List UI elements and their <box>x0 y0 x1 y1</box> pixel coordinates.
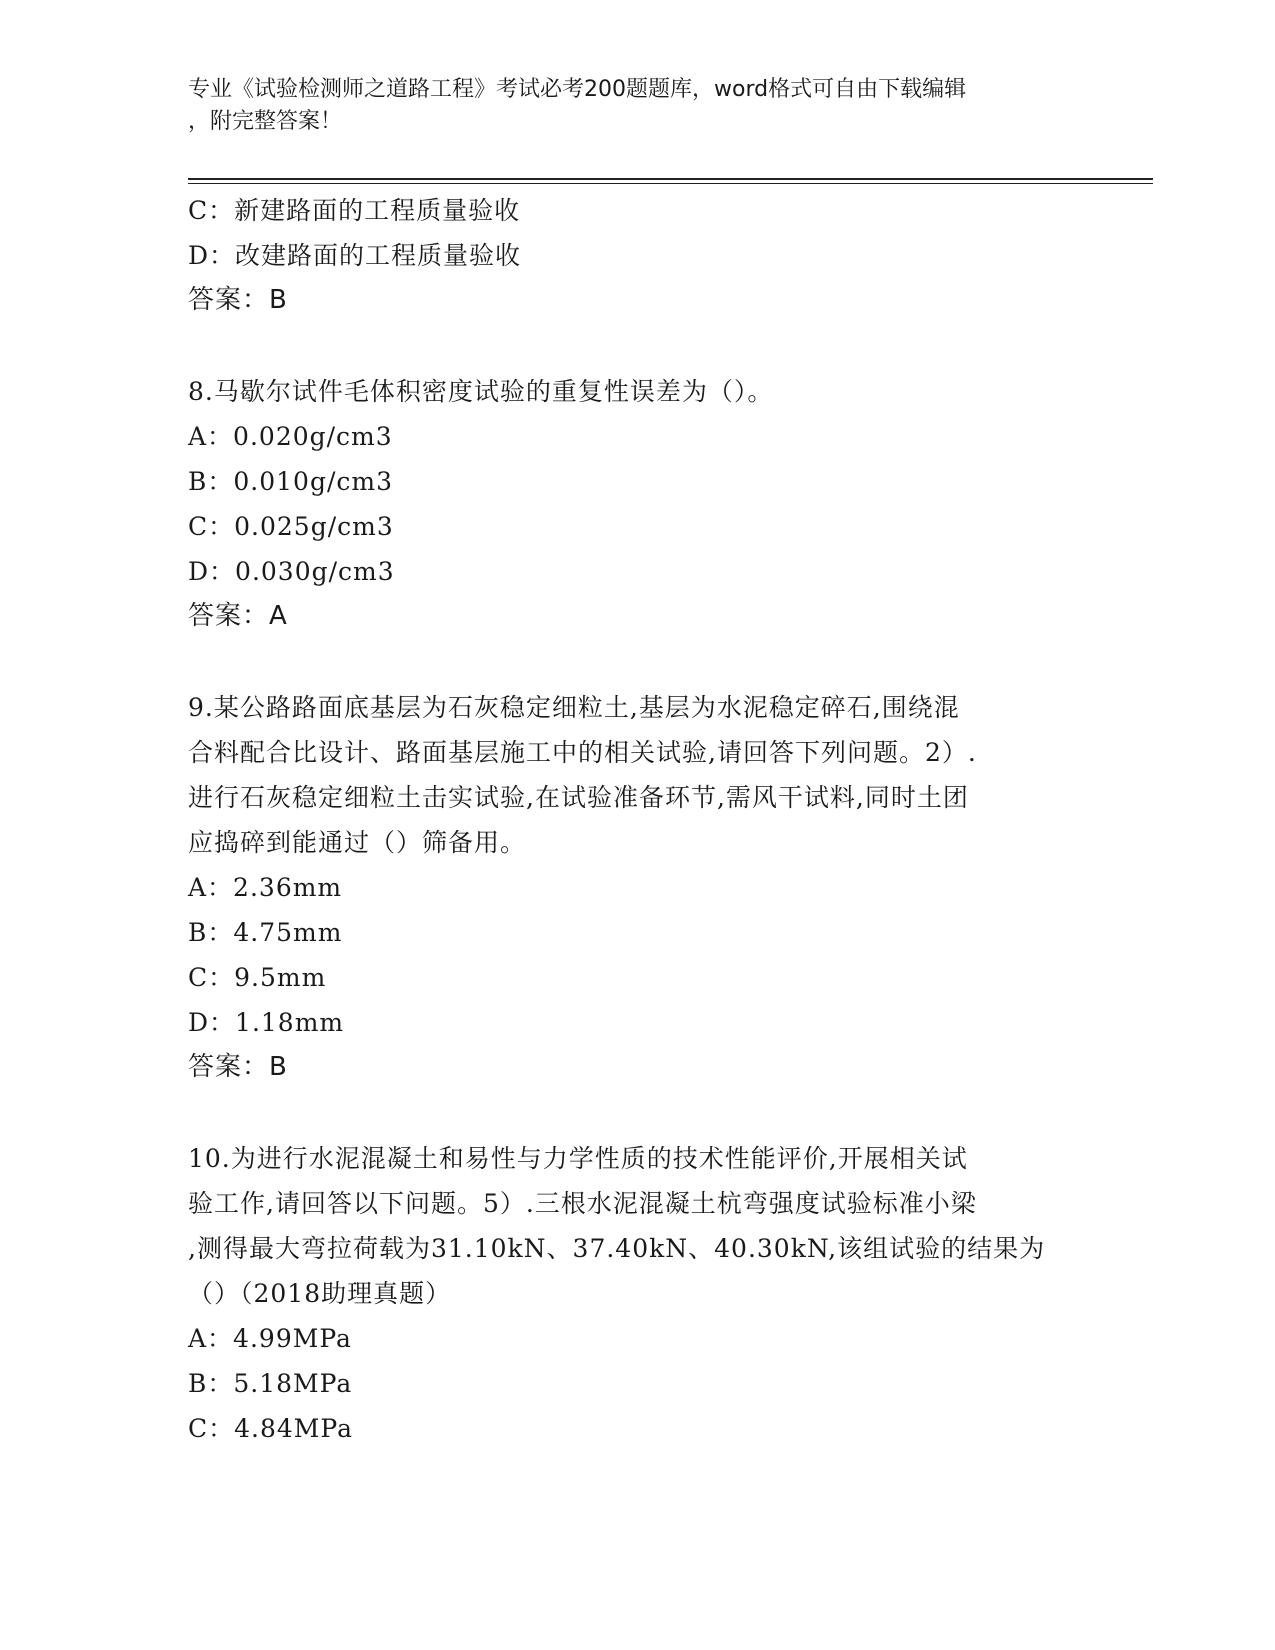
q9-option-d: D：1.18mm <box>188 1008 345 1037</box>
q10-option-c: C：4.84MPa <box>188 1414 353 1443</box>
question-9 <box>188 685 1088 1090</box>
spacer <box>188 639 1088 685</box>
header-title-line-2: ，附完整答案！ <box>188 109 343 134</box>
q10-option-a: A：4.99MPa <box>188 1324 352 1353</box>
header-title-line-1: 专业《试验检测师之道路工程》考试必考200题题库，word格式可自由下载编辑 <box>188 77 967 102</box>
q9-option-b: B：4.75mm <box>188 918 343 947</box>
question-7 <box>188 188 1088 323</box>
q7-answer: 答案：B <box>188 285 288 315</box>
header-divider-thin <box>188 183 1153 184</box>
question-10 <box>188 1136 1088 1451</box>
q8-answer: 答案：A <box>188 601 288 631</box>
q8-option-b: B：0.010g/cm3 <box>188 467 393 496</box>
q7-option-c: C：新建路面的工程质量验收 <box>188 196 521 225</box>
question-content <box>188 188 1088 1451</box>
q10-stem-line: （）（2018助理真题） <box>188 1279 452 1308</box>
q8-option-a: A：0.020g/cm3 <box>188 422 393 451</box>
q8-stem: 8.马歇尔试件毛体积密度试验的重复性误差为（）。 <box>188 377 774 406</box>
q9-option-c: C：9.5mm <box>188 963 327 992</box>
q10-option-b: B：5.18MPa <box>188 1369 353 1398</box>
page-header <box>188 74 1088 138</box>
q10-stem-line: 验工作,请回答以下问题。5）.三根水泥混凝土杭弯强度试验标准小梁 <box>188 1189 977 1218</box>
q10-stem-line: ,测得最大弯拉荷载为31.10kN、37.40kN、40.30kN,该组试验的结果为 <box>188 1234 1046 1263</box>
spacer <box>188 1090 1088 1136</box>
q8-option-c: C：0.025g/cm3 <box>188 512 394 541</box>
q9-answer: 答案：B <box>188 1052 288 1082</box>
q8-option-d: D：0.030g/cm3 <box>188 557 395 586</box>
q9-stem-line: 进行石灰稳定细粒土击实试验,在试验准备环节,需风干试料,同时土团 <box>188 783 969 812</box>
q9-stem-line: 9.某公路路面底基层为石灰稳定细粒土,基层为水泥稳定碎石,围绕混 <box>188 693 960 722</box>
question-8 <box>188 369 1088 639</box>
q9-option-a: A：2.36mm <box>188 873 343 902</box>
q9-stem-line: 应捣碎到能通过（）筛备用。 <box>188 828 527 857</box>
q7-option-d: D：改建路面的工程质量验收 <box>188 241 522 270</box>
q10-stem-line: 10.为进行水泥混凝土和易性与力学性质的技术性能评价,开展相关试 <box>188 1144 968 1173</box>
q9-stem-line: 合料配合比设计、路面基层施工中的相关试验,请回答下列问题。2）. <box>188 738 977 767</box>
spacer <box>188 323 1088 369</box>
header-divider-thick <box>188 178 1153 180</box>
